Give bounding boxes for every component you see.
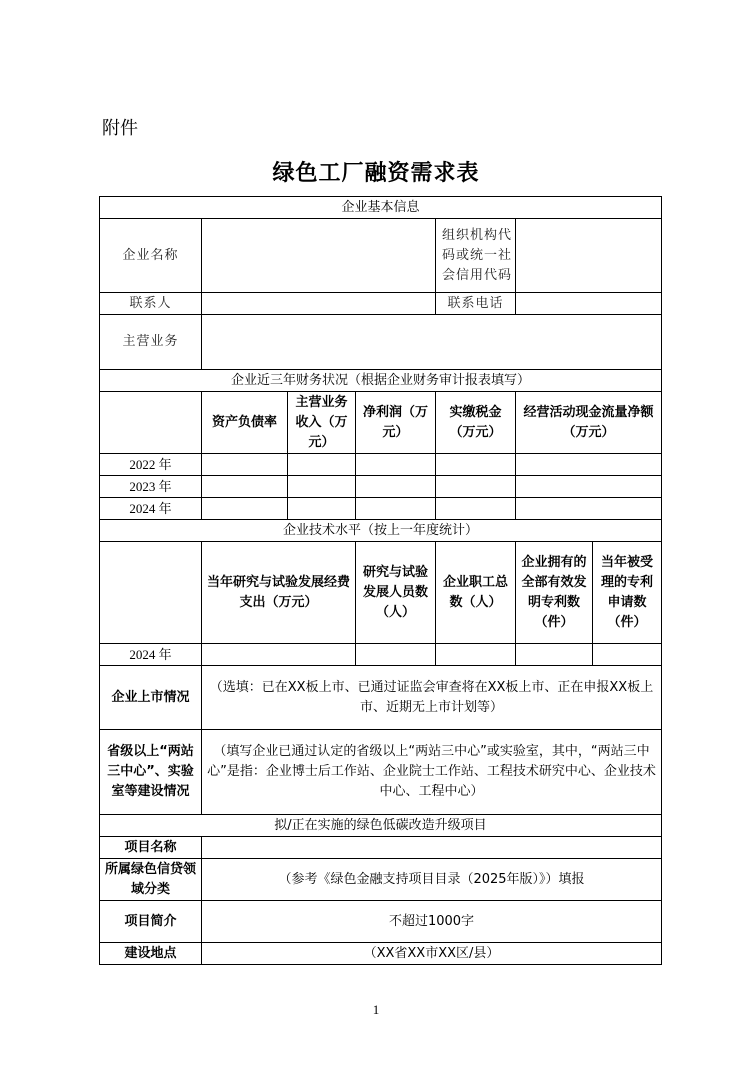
finance-header: 净利润（万元） xyxy=(356,392,436,454)
tech-header: 企业职工总数（人） xyxy=(436,542,516,644)
financing-form-table xyxy=(99,196,662,965)
finance-cell[interactable] xyxy=(436,498,516,520)
finance-cell[interactable] xyxy=(516,498,662,520)
finance-header: 实缴税金（万元） xyxy=(436,392,516,454)
section-finance: 企业近三年财务状况（根据企业财务审计报表填写） xyxy=(100,370,662,392)
finance-cell[interactable] xyxy=(356,454,436,476)
listing-note[interactable]: （选填：已在XX板上市、已通过证监会审查将在XX板上市、正在申报XX板上市、近期无上市计划等） xyxy=(202,666,662,730)
company-name-label: 企业名称 xyxy=(100,219,202,293)
tech-header: 当年被受理的专利申请数（件） xyxy=(593,542,662,644)
page-number: 1 xyxy=(372,1002,380,1017)
finance-cell[interactable] xyxy=(202,476,288,498)
section-basic-info: 企业基本信息 xyxy=(100,197,662,219)
centers-label: 省级以上“两站三中心”、实验室等建设情况 xyxy=(100,730,202,815)
location-note[interactable]: （XX省XX市XX区/县） xyxy=(202,943,662,965)
centers-note[interactable]: （填写企业已通过认定的省级以上“两站三中心”或实验室，其中，“两站三中心”是指：企业博士后工作站、企业院士工作站、工程技术研究中心、企业技术中心、工程中心） xyxy=(202,730,662,815)
finance-cell[interactable] xyxy=(516,476,662,498)
tech-cell[interactable] xyxy=(516,644,593,666)
contact-label: 联系人 xyxy=(100,293,202,315)
listing-label: 企业上市情况 xyxy=(100,666,202,730)
finance-cell[interactable] xyxy=(436,476,516,498)
org-code-label: 组织机构代码或统一社会信用代码 xyxy=(436,219,516,293)
finance-cell[interactable] xyxy=(288,454,356,476)
attachment-label: 附件 xyxy=(102,118,138,139)
finance-header: 主营业务收入（万元） xyxy=(288,392,356,454)
section-tech: 企业技术水平（按上一年度统计） xyxy=(100,520,662,542)
finance-cell[interactable] xyxy=(516,454,662,476)
tech-cell[interactable] xyxy=(202,644,356,666)
finance-header: 资产负债率 xyxy=(202,392,288,454)
company-name-cell[interactable] xyxy=(202,219,436,293)
contact-cell[interactable] xyxy=(202,293,436,315)
finance-cell[interactable] xyxy=(436,454,516,476)
tech-corner-cell xyxy=(100,542,202,644)
tech-header: 企业拥有的全部有效发明专利数（件） xyxy=(516,542,593,644)
project-name-label: 项目名称 xyxy=(100,837,202,859)
finance-year: 2022 年 xyxy=(100,454,202,476)
project-name-cell[interactable] xyxy=(202,837,662,859)
finance-corner-cell xyxy=(100,392,202,454)
category-note[interactable]: （参考《绿色金融支持项目目录（2025年版）》）填报 xyxy=(202,859,662,901)
org-code-cell[interactable] xyxy=(516,219,662,293)
document-title: 绿色工厂融资需求表 xyxy=(272,161,480,186)
main-business-cell[interactable] xyxy=(202,315,662,370)
finance-cell[interactable] xyxy=(288,476,356,498)
location-label: 建设地点 xyxy=(100,943,202,965)
finance-cell[interactable] xyxy=(202,498,288,520)
tech-header: 当年研究与试验发展经费支出（万元） xyxy=(202,542,356,644)
section-project: 拟/正在实施的绿色低碳改造升级项目 xyxy=(100,815,662,837)
finance-cell[interactable] xyxy=(202,454,288,476)
phone-cell[interactable] xyxy=(516,293,662,315)
finance-year: 2023 年 xyxy=(100,476,202,498)
phone-label: 联系电话 xyxy=(436,293,516,315)
finance-header: 经营活动现金流量净额（万元） xyxy=(516,392,662,454)
finance-cell[interactable] xyxy=(356,476,436,498)
main-business-label: 主营业务 xyxy=(100,315,202,370)
finance-cell[interactable] xyxy=(356,498,436,520)
intro-note[interactable]: 不超过1000字 xyxy=(202,901,662,943)
tech-cell[interactable] xyxy=(356,644,436,666)
tech-cell[interactable] xyxy=(593,644,662,666)
tech-year: 2024 年 xyxy=(100,644,202,666)
category-label: 所属绿色信贷领域分类 xyxy=(100,859,202,901)
tech-header: 研究与试验发展人员数（人） xyxy=(356,542,436,644)
finance-cell[interactable] xyxy=(288,498,356,520)
finance-year: 2024 年 xyxy=(100,498,202,520)
tech-cell[interactable] xyxy=(436,644,516,666)
intro-label: 项目简介 xyxy=(100,901,202,943)
